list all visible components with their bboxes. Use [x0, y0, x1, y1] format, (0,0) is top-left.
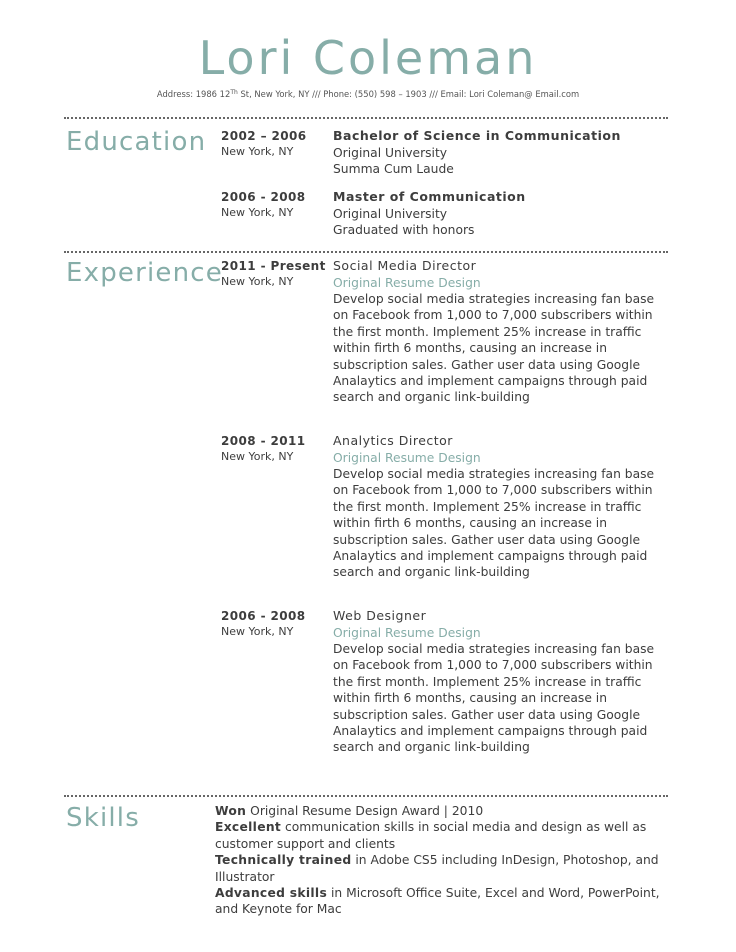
skill-lead: Won — [215, 804, 247, 818]
entry-description: Develop social media strategies increasing fan base on Facebook from 1,000 to 7,000 subscribers within the first month. Implement 25% increase in traffic within firth 6 months, causing an increase in subscription sales. Gather user data using Google Analaytics and implement campaigns through paid search and organic link-building — [333, 466, 655, 580]
contact-address-prefix: Address: 1986 12 — [156, 89, 231, 99]
section-divider — [64, 117, 668, 119]
contact-info — [0, 88, 736, 100]
entry-date: 2002 – 2006 — [221, 129, 307, 143]
entry-role: Social Media Director — [333, 258, 477, 273]
entry-location: New York, NY — [221, 145, 294, 158]
entry-role: Analytics Director — [333, 433, 453, 448]
entry-date: 2006 - 2008 — [221, 609, 306, 623]
entry-company: Original Resume Design — [333, 450, 481, 465]
skill-lead: Advanced skills — [215, 886, 328, 901]
entry-location: New York, NY — [221, 206, 294, 219]
skill-text: Original Resume Design Award | 2010 — [246, 804, 484, 818]
entry-school: Original University — [333, 145, 448, 160]
skills-list — [215, 803, 675, 918]
section-title-skills: Skills — [66, 803, 140, 833]
contact-details: St, New York, NY /// Phone: (550) 598 – 1903 /// Email: Lori Coleman@ Email.com — [237, 89, 580, 99]
entry-description: Develop social media strategies increasing fan base on Facebook from 1,000 to 7,000 subscribers within the first month. Implement 25% increase in traffic within firth 6 months, causing an increase in subscription sales. Gather user data using Google Analaytics and implement campaigns through paid search and organic link-building — [333, 291, 655, 405]
skill-item — [215, 819, 675, 852]
skill-item — [215, 852, 675, 885]
entry-company: Original Resume Design — [333, 275, 481, 290]
skill-lead: Technically trained — [215, 853, 352, 868]
skill-text: in Adobe CS5 including InDesign, Photoshop, and Illustrator — [215, 853, 659, 884]
entry-date: 2008 - 2011 — [221, 434, 306, 448]
entry-role: Web Designer — [333, 608, 427, 623]
section-title-experience: Experience — [66, 258, 223, 288]
skill-text: in Microsoft Office Suite, Excel and Word, PowerPoint, and Keynote for Mac — [215, 886, 660, 917]
skill-item — [215, 885, 675, 918]
entry-location: New York, NY — [221, 275, 294, 288]
entry-date: 2006 - 2008 — [221, 190, 306, 204]
entry-body — [333, 189, 673, 238]
section-divider — [64, 251, 668, 253]
section-title-education: Education — [66, 127, 207, 157]
entry-company: Original Resume Design — [333, 625, 481, 640]
skill-item — [215, 803, 675, 819]
entry-location: New York, NY — [221, 625, 294, 638]
resume-name: Lori Coleman — [198, 31, 538, 85]
skill-lead: Excellent — [215, 820, 282, 835]
section-divider — [64, 795, 668, 797]
entry-note: Graduated with honors — [333, 222, 475, 237]
entry-school: Original University — [333, 206, 448, 221]
entry-description: Develop social media strategies increasing fan base on Facebook from 1,000 to 7,000 subscribers within the first month. Implement 25% increase in traffic within firth 6 months, causing an increase in subscription sales. Gather user data using Google Analaytics and implement campaigns through paid search and organic link-building — [333, 641, 655, 755]
entry-location: New York, NY — [221, 450, 294, 463]
entry-body — [333, 258, 673, 406]
entry-degree: Bachelor of Science in Communication — [333, 128, 621, 143]
entry-degree: Master of Communication — [333, 189, 526, 204]
entry-body — [333, 128, 673, 177]
entry-body — [333, 608, 673, 756]
contact-ordinal-suffix: Th — [230, 89, 238, 96]
entry-note: Summa Cum Laude — [333, 161, 454, 176]
skill-text: communication skills in social media and design as well as customer support and clients — [215, 820, 647, 851]
entry-body — [333, 433, 673, 581]
entry-date: 2011 - Present — [221, 259, 326, 273]
